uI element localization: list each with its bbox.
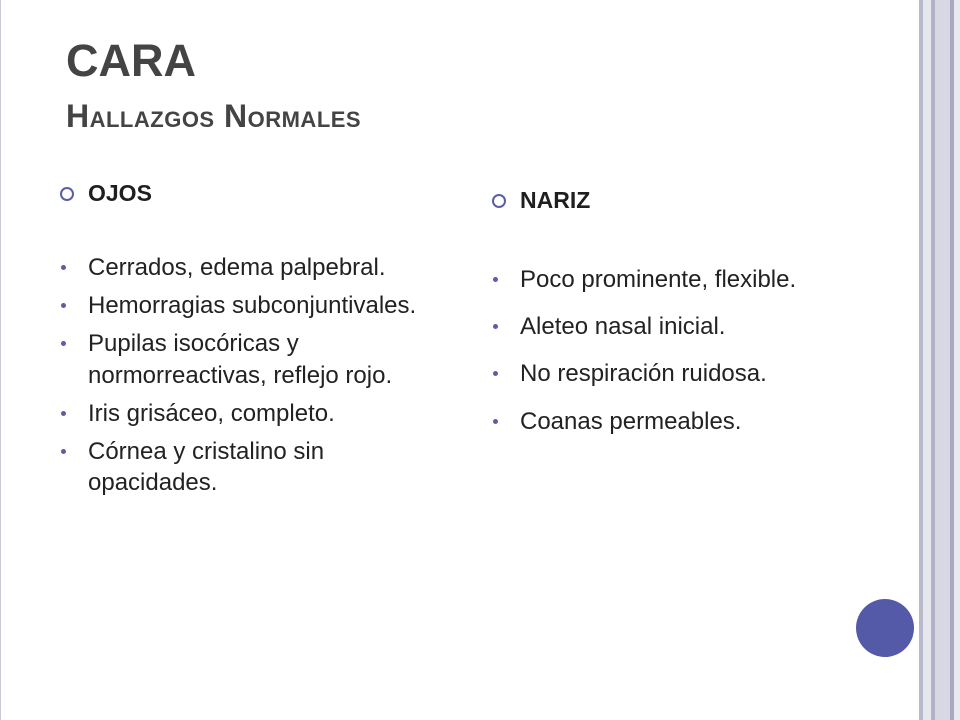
bullet-list-ojos bbox=[58, 252, 448, 498]
dot-bullet-icon bbox=[61, 265, 66, 270]
dot-bullet-icon bbox=[61, 303, 66, 308]
section-heading-label: OJOS bbox=[88, 180, 152, 206]
column-nariz bbox=[490, 180, 870, 453]
column-ojos bbox=[58, 180, 448, 505]
slide-subtitle: Hallazgos Normales bbox=[66, 98, 362, 134]
dot-bullet-icon bbox=[61, 411, 66, 416]
list-item bbox=[490, 358, 870, 389]
list-item-text: Poco prominente, flexible. bbox=[520, 266, 797, 293]
dot-bullet-icon bbox=[493, 419, 498, 424]
list-item bbox=[490, 264, 870, 295]
list-item-text: Hemorragias subconjuntivales. bbox=[88, 292, 417, 320]
side-stripe-decoration bbox=[935, 0, 950, 720]
dot-bullet-icon bbox=[61, 449, 66, 454]
list-item-text: Coanas permeables. bbox=[520, 407, 742, 435]
list-item bbox=[58, 328, 448, 390]
list-item bbox=[490, 406, 870, 437]
list-item-text: No respiración ruidosa. bbox=[520, 360, 767, 388]
list-item-text: Aleteo nasal inicial. bbox=[520, 313, 726, 341]
list-item-text: Córnea y cristalino sin opacidades. bbox=[88, 437, 325, 497]
list-item-text: Cerrados, edema palpebral. bbox=[88, 254, 386, 281]
slide-title: CARA bbox=[66, 35, 196, 86]
list-item bbox=[58, 398, 448, 429]
slide-nav-circle-button[interactable] bbox=[856, 599, 914, 657]
side-stripe-decoration bbox=[923, 0, 931, 720]
list-item bbox=[490, 311, 870, 342]
dot-bullet-icon bbox=[61, 341, 66, 346]
list-item-text: Pupilas isocóricas y normorreactivas, reflejo rojo. bbox=[88, 330, 393, 389]
dot-bullet-icon bbox=[493, 324, 498, 329]
list-item bbox=[58, 436, 448, 498]
bullet-list-nariz bbox=[490, 264, 870, 437]
list-item-text: Iris grisáceo, completo. bbox=[88, 399, 335, 427]
dot-bullet-icon bbox=[493, 277, 498, 282]
section-heading-ojos bbox=[58, 180, 448, 207]
list-item bbox=[58, 290, 448, 321]
ring-bullet-icon bbox=[60, 187, 74, 201]
ring-bullet-icon bbox=[492, 194, 506, 208]
section-heading-label: NARIZ bbox=[520, 187, 591, 213]
dot-bullet-icon bbox=[493, 371, 498, 376]
section-heading-nariz bbox=[490, 187, 870, 214]
side-stripe-decoration bbox=[954, 0, 960, 720]
list-item bbox=[58, 252, 448, 283]
